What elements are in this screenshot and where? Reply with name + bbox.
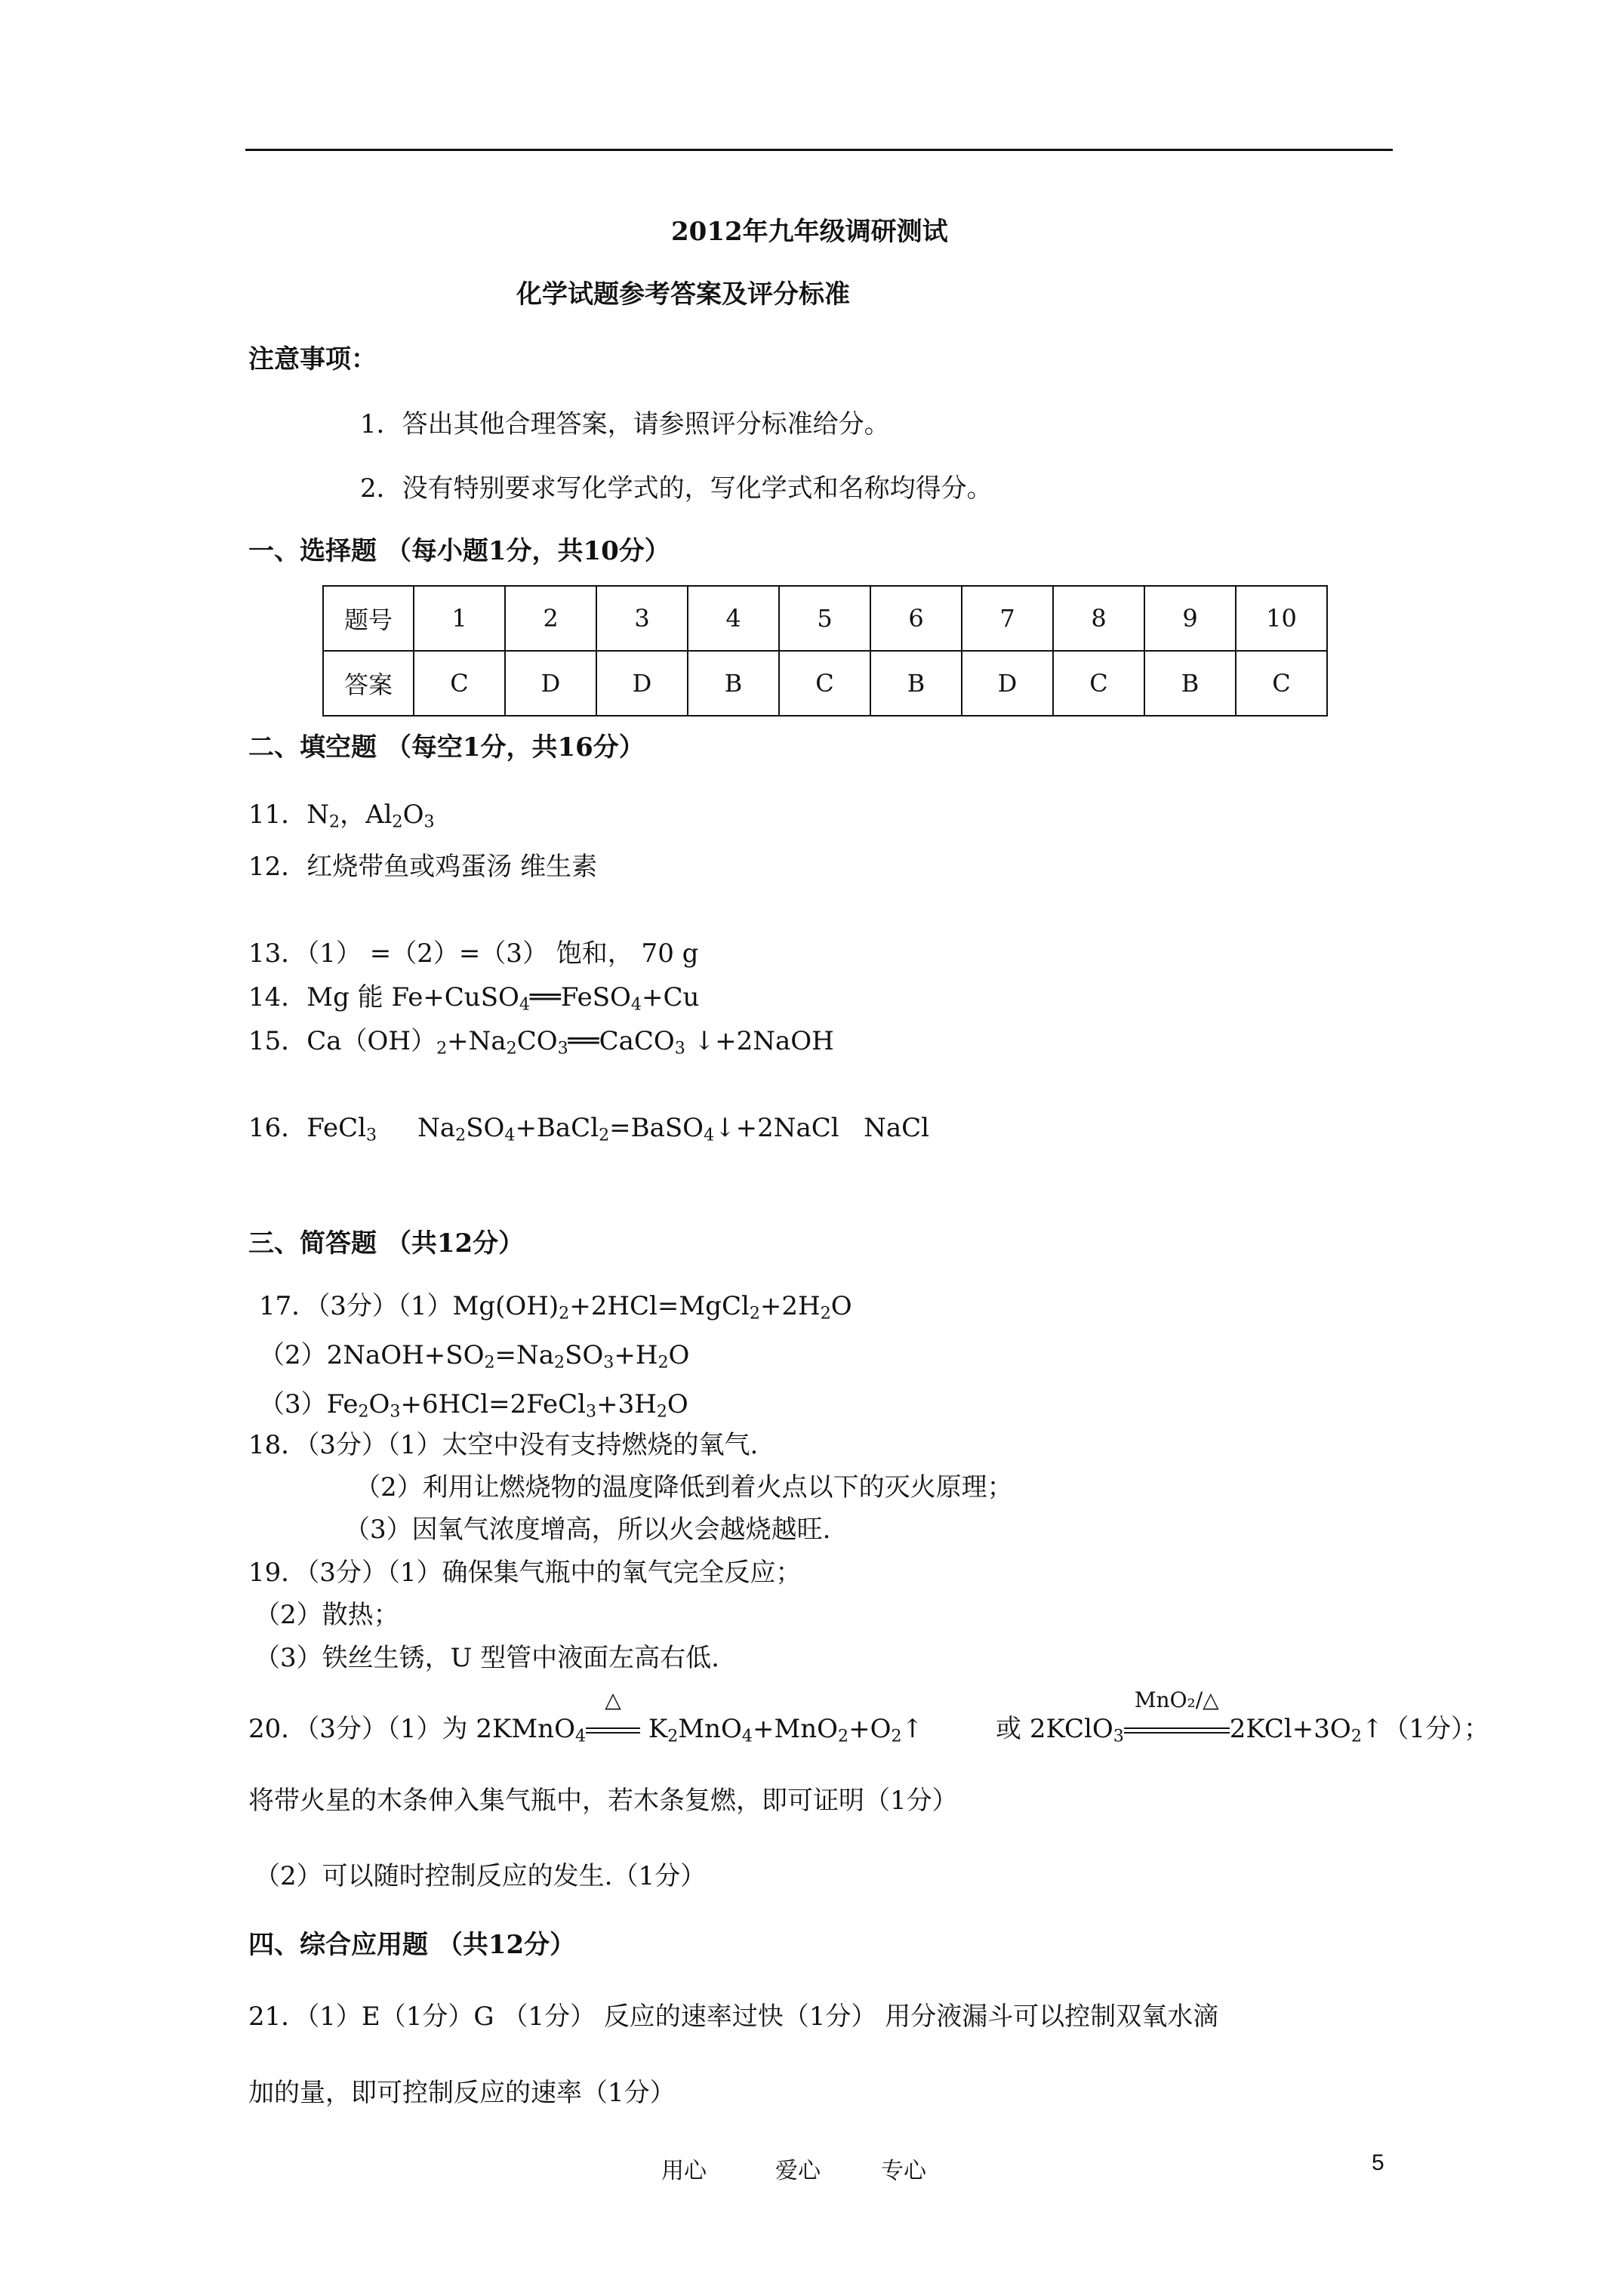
answer-19-2: （2）散热；: [254, 1600, 399, 1630]
answer-19-3: （3）铁丝生锈，U 型管中液面左高右低.: [254, 1643, 719, 1673]
table-cell: C: [1236, 651, 1327, 716]
table-cell: 10: [1236, 586, 1327, 651]
table-cell: B: [870, 651, 962, 716]
answer-18-3: （3）因氧气浓度增高，所以火会越烧越旺.: [344, 1515, 831, 1545]
table-cell: 1: [414, 586, 505, 651]
answer-13: 13．（1） =（2）=（3） 饱和， 70 g: [248, 938, 699, 969]
answer-20-1: 20．（3分）（1）为 2KMnO$_4$ △ $K_2MnO_4+MnO_2+O_2↑$ 或 2KClO$_3$ MnO₂/△ $2KCl+3O_2↑(1$分）；: [248, 1714, 1489, 1744]
table-cell: D: [596, 651, 688, 716]
page-subtitle: 化学试题参考答案及评分标准: [516, 279, 850, 310]
footer-text-1: 用心: [661, 2158, 707, 2184]
table-cell: 8: [1053, 586, 1144, 651]
answer-12: 12．红烧带鱼或鸡蛋汤 维生素: [248, 852, 598, 882]
table-row-numbers: [323, 586, 1327, 651]
answer-15: 15．$Ca(OH)_2+Na_2CO_3══CaCO_3$ ↓+2NaOH: [248, 1026, 834, 1059]
footer-text-3: 专心: [881, 2158, 926, 2184]
answer-table: [322, 585, 1328, 717]
answer-21-1: 21．（1）E（1分）G （1分） 反应的速率过快（1分） 用分液漏斗可以控制双氧水滴: [248, 2002, 1219, 2032]
table-cell: D: [505, 651, 596, 716]
table-cell: 2: [505, 586, 596, 651]
answer-18-1: 18．（3分）（1）太空中没有支持燃烧的氧气.: [248, 1430, 759, 1460]
page-title: 2012年九年级调研测试: [671, 217, 948, 247]
answer-17-2: $(2)2NaOH+SO_2=Na_2SO_3+H_2O$: [259, 1340, 690, 1373]
table-cell: C: [1053, 651, 1144, 716]
table-cell: 5: [779, 586, 870, 651]
answer-20-3: （2）可以随时控制反应的发生.（1分）: [254, 1861, 707, 1891]
table-cell: 6: [870, 586, 962, 651]
table-cell: 9: [1144, 586, 1236, 651]
table-cell: B: [1144, 651, 1236, 716]
footer-text-2: 爱心: [775, 2158, 821, 2184]
table-row-answers: [323, 651, 1327, 716]
table-cell: 3: [596, 586, 688, 651]
catalyst-condition: MnO₂/△: [1134, 1687, 1219, 1712]
answer-20-2: 将带火星的木条伸入集气瓶中，若木条复燃，即可证明（1分）: [248, 1786, 958, 1816]
note-1: 1．答出其他合理答案，请参照评分标准给分。: [360, 409, 890, 439]
section-heading-2: 二、填空题 （每空1分，共16分）: [248, 732, 645, 763]
page-number: 5: [1372, 2150, 1384, 2175]
answer-16: 16．FeCl$_3$ $Na_2SO_4+BaCl_2=BaSO_4↓+2NaCl$ NaCl: [248, 1113, 929, 1145]
answer-21-2: 加的量，即可控制反应的速率（1分）: [248, 2078, 676, 2108]
heat-icon: △: [605, 1687, 621, 1712]
note-2: 2．没有特别要求写化学式的，写化学式和名称均得分。: [360, 473, 993, 504]
section-heading-1: 一、选择题 （每小题1分，共10分）: [248, 536, 670, 566]
notes-heading: 注意事项：: [248, 344, 377, 374]
answer-17-3: $(3)Fe_2O_3+6HCl=2FeCl_3+3H_2O$: [259, 1389, 688, 1422]
answer-14: 14．Mg 能 Fe+CuSO$_4$══FeSO$_4$+Cu: [248, 982, 700, 1015]
header-rule: [245, 149, 1393, 151]
answer-17-1: 17．（3分）$(1)Mg(OH)_2+2HCl=MgCl_2+2H_2O$: [259, 1291, 852, 1324]
table-header-cell: 题号: [323, 586, 414, 651]
section-heading-3: 三、简答题 （共12分）: [248, 1228, 525, 1259]
table-cell: 7: [962, 586, 1053, 651]
table-cell: 4: [688, 586, 779, 651]
answer-18-2: （2）利用让燃烧物的温度降低到着火点以下的灭火原理；: [355, 1472, 1013, 1502]
table-cell: B: [688, 651, 779, 716]
table-cell: D: [962, 651, 1053, 716]
answer-11: 11．$N_2$，$Al_2O_3$: [248, 800, 435, 832]
table-cell: C: [414, 651, 505, 716]
table-header-cell: 答案: [323, 651, 414, 716]
section-heading-4: 四、综合应用题 （共12分）: [248, 1930, 576, 1960]
table-cell: C: [779, 651, 870, 716]
answer-19-1: 19．（3分）（1）确保集气瓶中的氧气完全反应；: [248, 1558, 802, 1588]
